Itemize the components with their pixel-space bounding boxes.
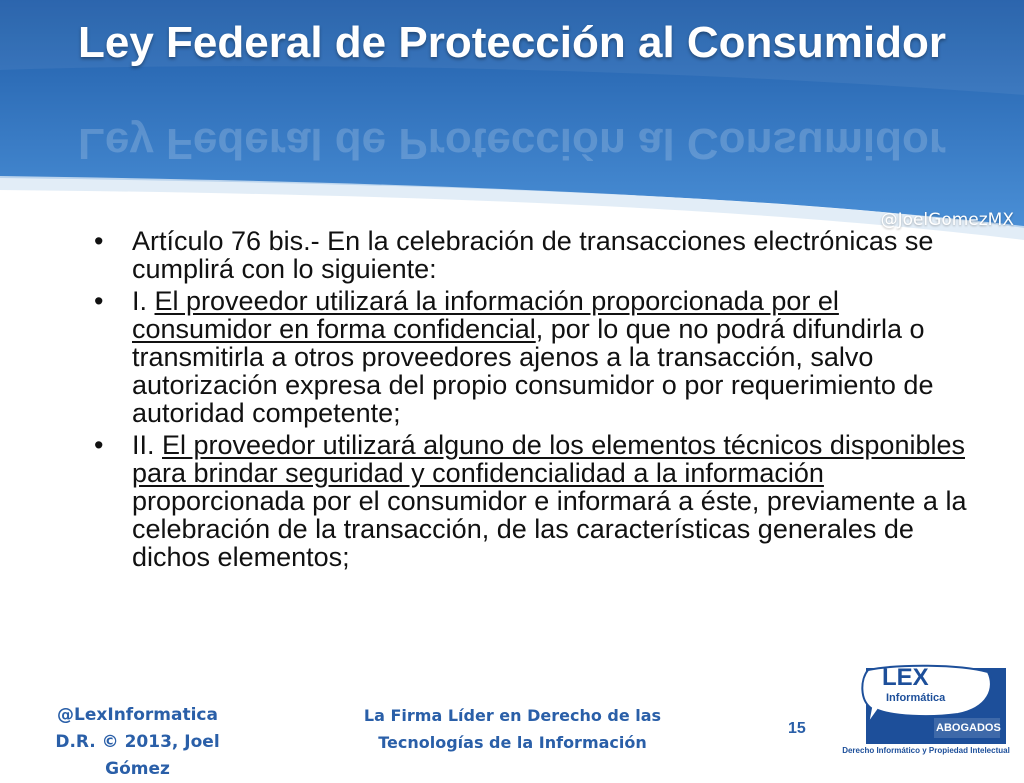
footer-twitter: @LexInformatica <box>57 705 218 725</box>
footer-slogan-line2: Tecnologías de la Información <box>378 733 647 752</box>
logo-abogados-text: ABOGADOS <box>936 722 1001 734</box>
logo-lex-text: LEX <box>882 664 929 691</box>
slide-title: Ley Federal de Protección al Consumidor <box>78 18 946 67</box>
footer-center <box>345 702 680 756</box>
item2-underlined-text: El proveedor utilizará alguno de los elementos técnicos disponibles para brindar seguridad y confidencialidad a la información <box>132 430 965 488</box>
footer-copyright: D.R. © 2013, Joel Gómez <box>55 732 220 779</box>
twitter-handle: @JoelGomezMX <box>880 210 1014 230</box>
logo-tagline: Derecho Informático y Propiedad Intelectual <box>842 746 1010 755</box>
item2-prefix: II. <box>132 430 163 460</box>
item1-prefix: I. <box>132 286 155 316</box>
footer-slogan-line1: La Firma Líder en Derecho de las <box>363 706 662 725</box>
bullet-intro-text: Artículo 76 bis.- En la celebración de transacciones electrónicas se cumplirá con lo siguiente: <box>132 226 934 284</box>
item2-rest-text: proporcionada por el consumidor e informará a éste, previamente a la celebración de la transacción, de las características generales de dichos elementos; <box>132 486 967 572</box>
item1-rest-text: , por lo que no podrá difundirla o transmitirla a otros proveedores ajenos a la transacción, salvo autorización expresa del propio consumidor o por requerimiento de autoridad competente; <box>132 314 934 428</box>
page-number: 15 <box>788 720 806 737</box>
footer-left <box>30 702 245 783</box>
lex-informatica-logo <box>838 662 1014 762</box>
bullet-item-2 <box>94 431 974 571</box>
bullet-item-1 <box>94 287 974 427</box>
item1-underlined-text: El proveedor utilizará la información proporcionada por el consumidor en forma confidencial <box>132 286 839 344</box>
slide-body <box>94 227 974 575</box>
logo-informatica-text: Informática <box>886 692 946 704</box>
bullet-dot: • <box>94 226 104 256</box>
bullet-intro <box>94 227 974 283</box>
bullet-dot: • <box>94 286 104 316</box>
bullet-dot: • <box>94 430 104 460</box>
